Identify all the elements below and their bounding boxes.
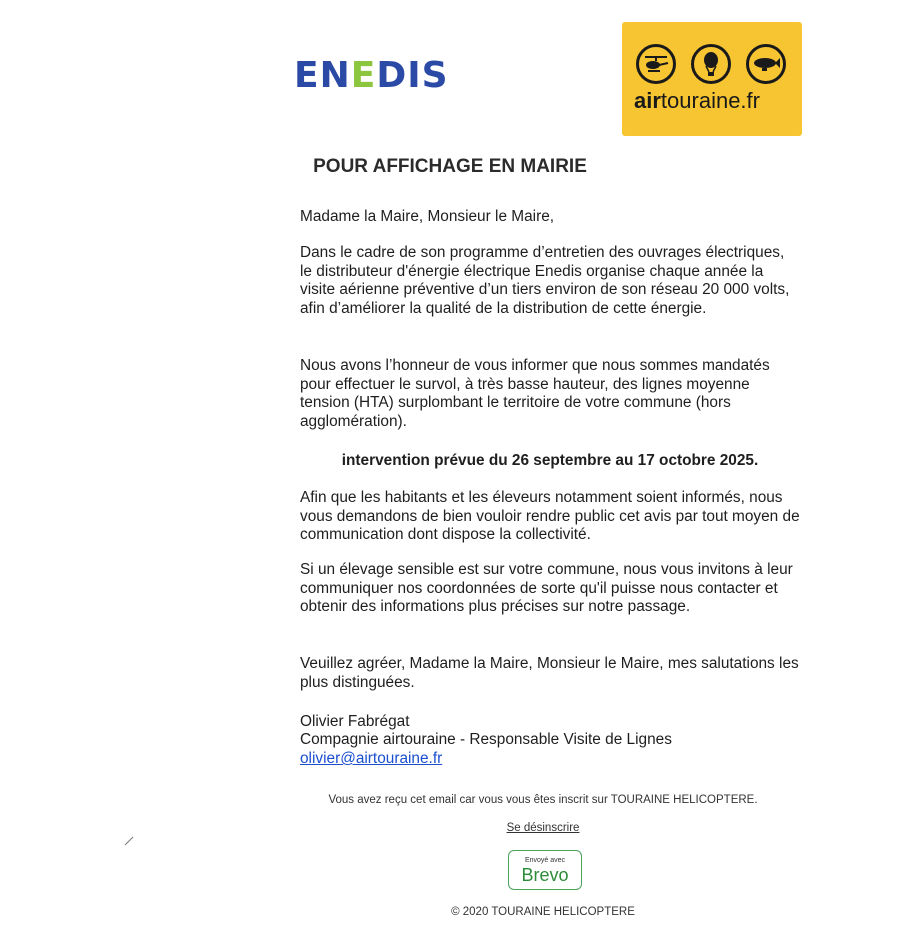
- closing: Veuillez agréer, Madame la Maire, Monsieur le Maire, mes salutations les plus distinguées.: [300, 655, 799, 691]
- helicopter-icon: [636, 44, 676, 84]
- airtouraine-brand-text: [634, 88, 760, 114]
- paragraph-program: Dans le cadre de son programme d’entretien des ouvrages électriques, le distributeur d'énergie électrique Enedis organise chaque année la visite aérienne préventive d’un tiers environ de son réseau 20 000 volts, afin d’améliorer la qualité de la distribution de cette énergie.: [300, 244, 790, 317]
- airtouraine-brand-rest: touraine.fr: [660, 88, 760, 113]
- signature-name: Olivier Fabrégat: [300, 713, 410, 730]
- airship-icon: [746, 44, 786, 84]
- unsubscribe-link[interactable]: Se désinscrire: [506, 822, 580, 834]
- enedis-logo-suffix: DIS: [376, 55, 449, 96]
- enedis-logo-prefix: EN: [294, 55, 351, 96]
- airtouraine-icons: [636, 44, 786, 84]
- paragraph-livestock: Si un élevage sensible est sur votre commune, nous vous invitons à leur communiquer nos coordonnées de sorte qu'il puisse nous contacter et obtenir des informations plus précises sur notre passage.: [300, 561, 793, 615]
- enedis-logo: [294, 54, 466, 98]
- signature-title: Compagnie airtouraine - Responsable Visite de Lignes: [300, 731, 672, 748]
- airtouraine-brand-bold: air: [634, 88, 661, 113]
- brevo-badge-brand: Brevo: [521, 865, 569, 885]
- email-link[interactable]: olivier@airtouraine.fr: [300, 750, 443, 767]
- paragraph-survey: Nous avons l’honneur de vous informer que nous sommes mandatés pour effectuer le survol, à très basse hauteur, des lignes moyenne tension (HTA) surplombant le territoire de votre commune (hors agglomération).: [300, 357, 770, 430]
- enedis-logo-middle: E: [350, 55, 377, 96]
- paragraph-publication: Afin que les habitants et les éleveurs notamment soient informés, nous vous demandons de bien vouloir rendre public cet avis par tout moyen de communication dont dispose la collectivité.: [300, 489, 800, 543]
- brevo-badge-small-text: Envoyé avec: [524, 857, 566, 864]
- intervention-dates: intervention prévue du 26 septembre au 17 octobre 2025.: [341, 452, 759, 469]
- brevo-badge[interactable]: [508, 850, 582, 890]
- greeting: Madame la Maire, Monsieur le Maire,: [300, 208, 555, 225]
- pen-mark-icon: [124, 836, 134, 846]
- footer-note: Vous avez reçu cet email car vous vous êtes inscrit sur TOURAINE HELICOPTERE.: [328, 794, 758, 806]
- page-title: POUR AFFICHAGE EN MAIRIE: [313, 156, 587, 177]
- copyright: © 2020 TOURAINE HELICOPTERE: [451, 906, 635, 918]
- hot-air-balloon-icon: [691, 44, 731, 84]
- airtouraine-logo: [622, 22, 802, 136]
